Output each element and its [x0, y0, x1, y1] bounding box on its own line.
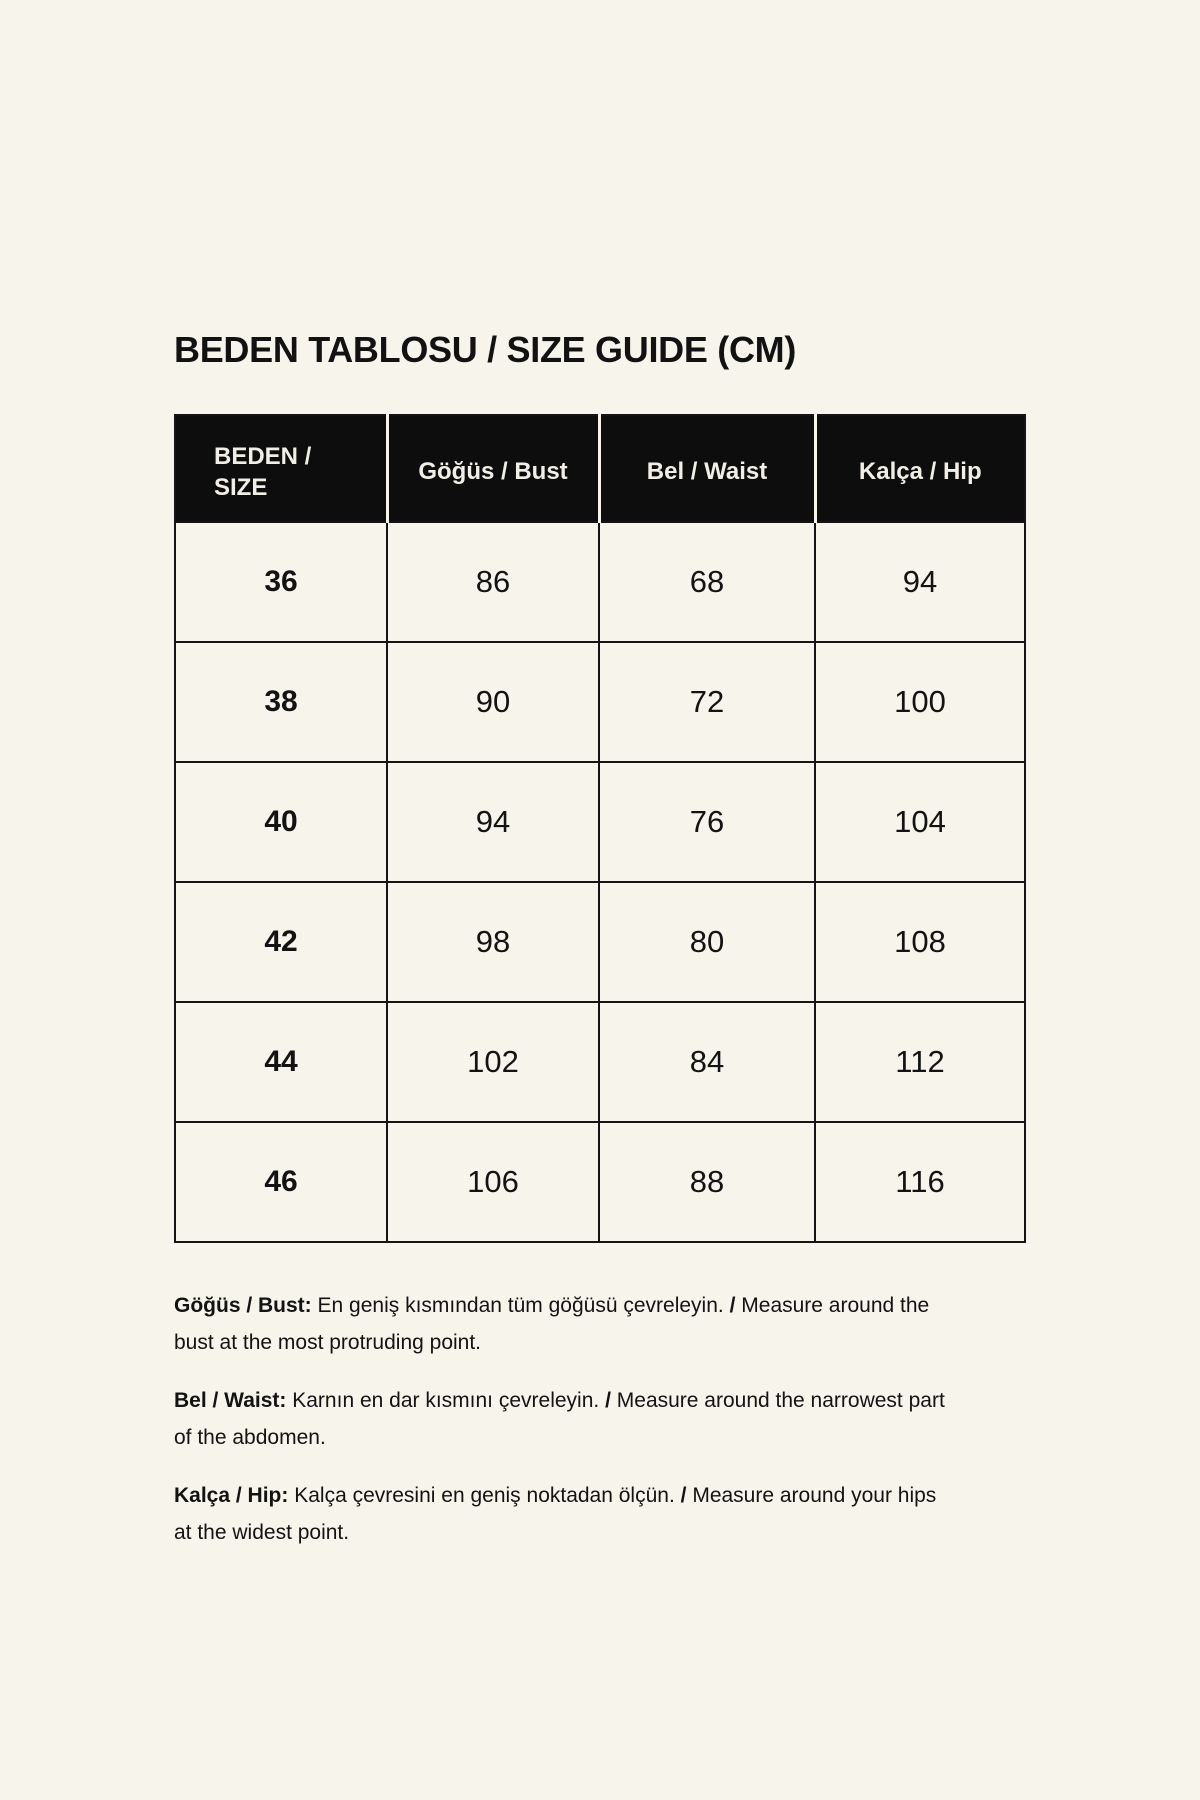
size-cell: 40	[175, 762, 387, 882]
table-header-row	[175, 415, 1025, 522]
waist-cell: 76	[599, 762, 815, 882]
waist-cell: 84	[599, 1002, 815, 1122]
note-waist-separator: /	[605, 1389, 611, 1412]
bust-cell: 102	[387, 1002, 599, 1122]
waist-cell: 68	[599, 522, 815, 642]
note-hip-english: Measure around your hips at the widest point.	[174, 1484, 937, 1544]
col-header-waist: Bel / Waist	[599, 415, 815, 522]
col-header-size	[175, 415, 387, 522]
page-title: BEDEN TABLOSU / SIZE GUIDE (CM)	[174, 329, 797, 370]
hip-cell: 104	[815, 762, 1025, 882]
note-hip-turkish: Kalça çevresini en geniş noktadan ölçün.	[294, 1484, 675, 1507]
note-hip-label: Kalça / Hip:	[174, 1484, 289, 1507]
table-row	[175, 762, 1025, 882]
waist-cell: 80	[599, 882, 815, 1002]
table-row	[175, 522, 1025, 642]
note-waist-turkish: Karnın en dar kısmını çevreleyin.	[292, 1389, 600, 1412]
col-header-hip: Kalça / Hip	[815, 415, 1025, 522]
hip-cell: 94	[815, 522, 1025, 642]
note-hip	[174, 1477, 946, 1551]
table-row	[175, 1002, 1025, 1122]
note-bust-label: Göğüs / Bust:	[174, 1294, 312, 1317]
hip-cell: 116	[815, 1122, 1025, 1242]
bust-cell: 86	[387, 522, 599, 642]
size-cell: 44	[175, 1002, 387, 1122]
table-row	[175, 882, 1025, 1002]
size-cell: 36	[175, 522, 387, 642]
size-cell: 38	[175, 642, 387, 762]
note-bust-turkish: En geniş kısmından tüm göğüsü çevreleyin.	[317, 1294, 724, 1317]
note-hip-separator: /	[680, 1484, 687, 1507]
hip-cell: 108	[815, 882, 1025, 1002]
size-cell: 42	[175, 882, 387, 1002]
note-waist-english: Measure around the narrowest part of the abdomen.	[174, 1389, 945, 1449]
table-row	[175, 642, 1025, 762]
col-header-bust: Göğüs / Bust	[387, 415, 599, 522]
size-cell: 46	[175, 1122, 387, 1242]
note-bust	[174, 1287, 946, 1361]
hip-cell: 112	[815, 1002, 1025, 1122]
bust-cell: 90	[387, 642, 599, 762]
bust-cell: 106	[387, 1122, 599, 1242]
bust-cell: 98	[387, 882, 599, 1002]
note-bust-separator: /	[729, 1294, 736, 1317]
waist-cell: 72	[599, 642, 815, 762]
measurement-notes	[174, 1287, 946, 1551]
note-bust-english: Measure around the bust at the most protruding point.	[174, 1294, 930, 1354]
hip-cell: 100	[815, 642, 1025, 762]
col-header-size-line2: SIZE	[214, 473, 268, 501]
bust-cell: 94	[387, 762, 599, 882]
note-waist	[174, 1382, 946, 1456]
size-guide-table	[174, 414, 1026, 1243]
col-header-size-line1: BEDEN /	[214, 442, 312, 470]
waist-cell: 88	[599, 1122, 815, 1242]
table-row	[175, 1122, 1025, 1242]
note-waist-label: Bel / Waist:	[174, 1389, 287, 1412]
